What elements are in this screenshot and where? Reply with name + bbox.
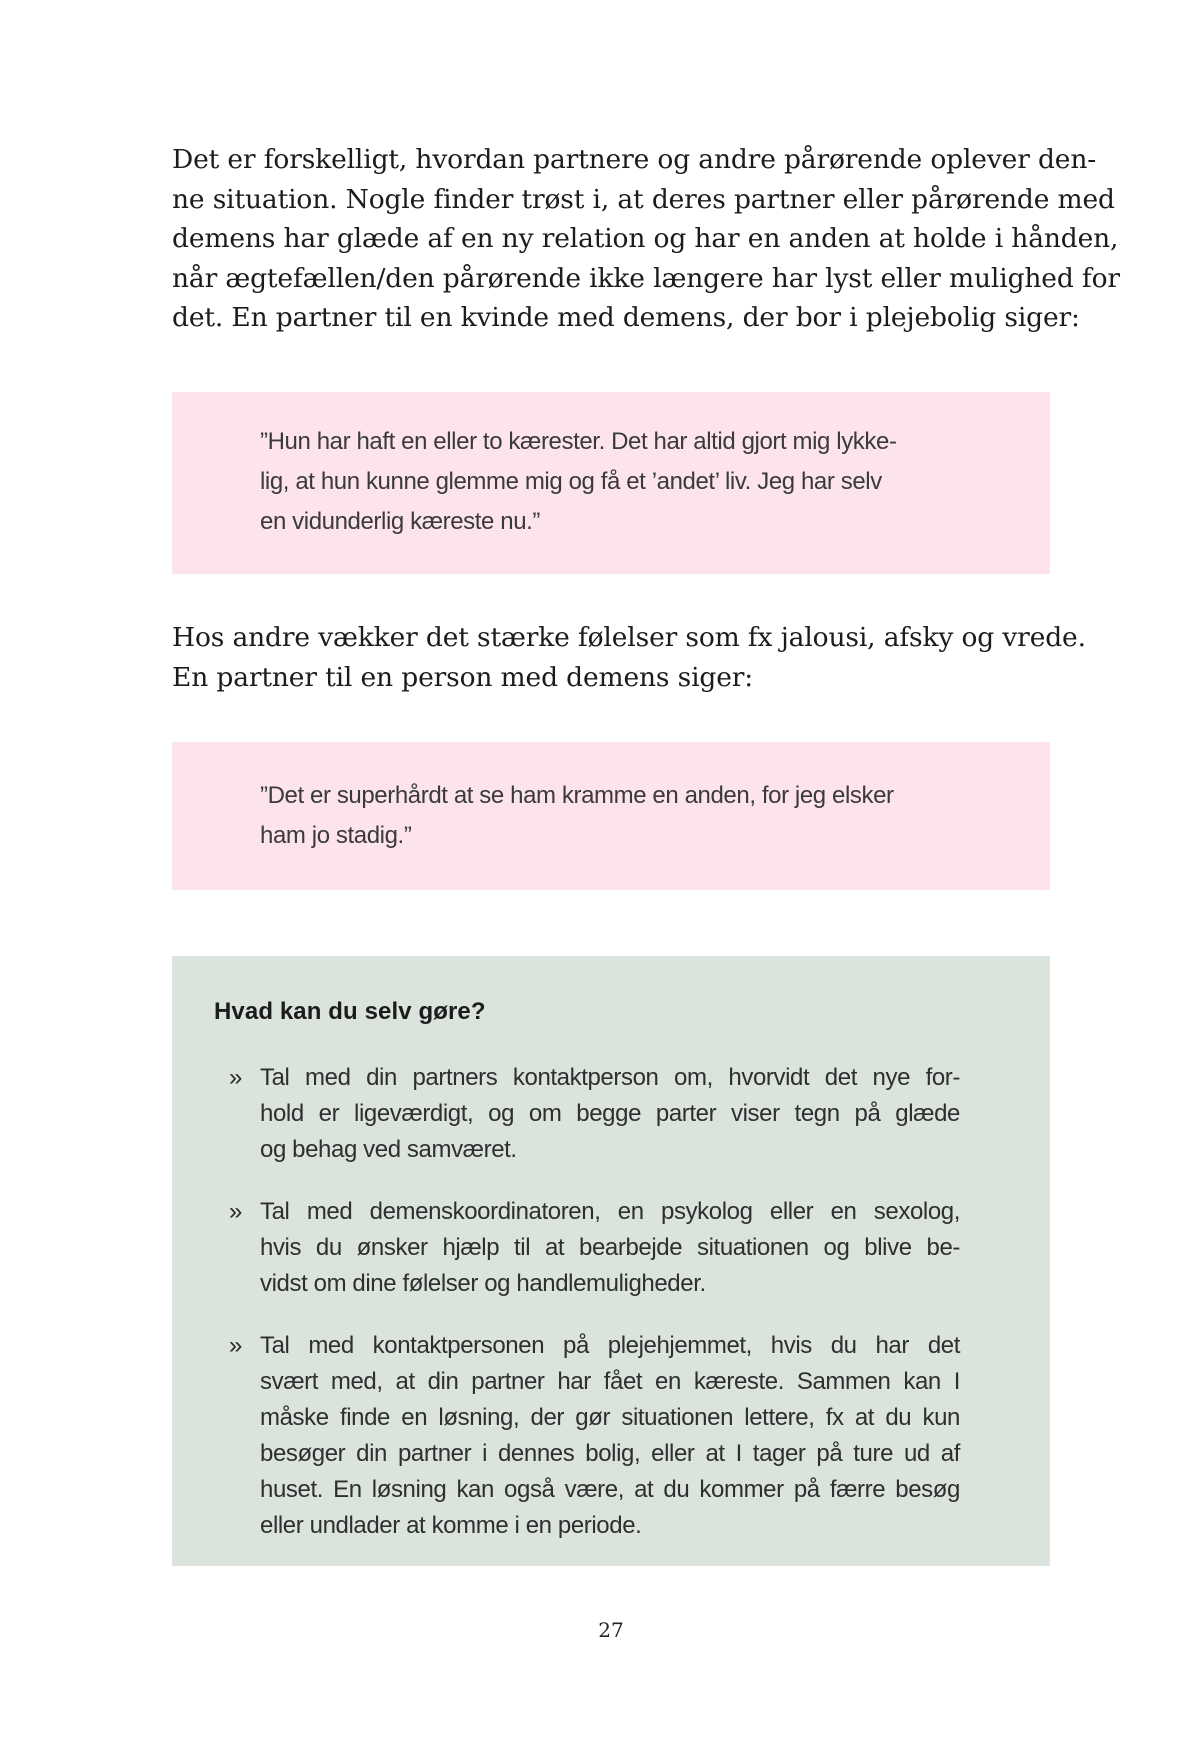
tips-heading: Hvad kan du selv gøre? (214, 998, 486, 1025)
tip-line: eller undlader at komme i en periode. (260, 1512, 642, 1539)
tip-line: vidst om dine følelser og handlemuligheder. (260, 1270, 706, 1297)
paragraph-line: når ægtefællen/den pårørende ikke længere har lyst eller mulighed for (172, 262, 1120, 294)
tip-line: måske finde en løsning, der gør situationen lettere, fx at du kun (260, 1404, 960, 1431)
tip-line: huset. En løsning kan også være, at du kommer på færre besøg (260, 1476, 960, 1503)
tip-line: og behag ved samværet. (260, 1136, 517, 1163)
quote-line: ”Hun har haft en eller to kærester. Det har altid gjort mig lykke- (260, 428, 897, 455)
bullet-icon: » (229, 1198, 243, 1225)
quote-line: ham jo stadig.” (260, 822, 412, 849)
tip-line: Tal med din partners kontaktperson om, hvorvidt det nye for- (260, 1064, 960, 1091)
tip-line: hold er ligeværdigt, og om begge parter viser tegn på glæde (260, 1100, 960, 1127)
body-paragraph-1 (172, 140, 1120, 338)
tip-line: besøger din partner i dennes bolig, eller at I tager på ture ud af (260, 1440, 960, 1467)
paragraph-line: Det er forskelligt, hvordan partnere og andre pårørende oplever den- (172, 144, 1097, 175)
tip-item (172, 1194, 960, 1302)
tip-line: hvis du ønsker hjælp til at bearbejde situationen og blive be- (260, 1234, 960, 1261)
tip-line: svært med, at din partner har fået en kæreste. Sammen kan I (260, 1368, 960, 1395)
document-page (172, 0, 1120, 1748)
body-paragraph-2 (172, 618, 1086, 697)
tip-item (172, 1060, 960, 1168)
quote-box-2 (172, 742, 1050, 890)
tips-list (172, 1060, 1050, 1570)
tips-box (172, 956, 1050, 1566)
paragraph-line: det. En partner til en kvinde med demens, der bor i plejebolig siger: (172, 302, 1080, 333)
quote-line: en vidunderlig kæreste nu.” (260, 508, 541, 535)
paragraph-line: demens har glæde af en ny relation og har en anden at holde i hånden, (172, 223, 1119, 254)
tip-line: Tal med kontaktpersonen på plejehjemmet, hvis du har det (260, 1332, 960, 1359)
quote-line: lig, at hun kunne glemme mig og få et ’andet’ liv. Jeg har selv (260, 468, 882, 495)
paragraph-line: En partner til en person med demens siger: (172, 661, 754, 693)
bullet-icon: » (229, 1064, 243, 1091)
quote-line: ”Det er superhårdt at se ham kramme en anden, for jeg elsker (260, 782, 894, 809)
paragraph-line: ne situation. Nogle finder trøst i, at deres partner eller pårørende med (172, 183, 1115, 215)
bullet-icon: » (229, 1332, 243, 1359)
tip-item (172, 1328, 960, 1544)
paragraph-line: Hos andre vækker det stærke følelser som fx jalousi, afsky og vrede. (172, 622, 1086, 653)
quote-box-1 (172, 392, 1050, 574)
tip-line: Tal med demenskoordinatoren, en psykolog eller en sexolog, (260, 1198, 960, 1225)
page-number: 27 (598, 1618, 624, 1642)
